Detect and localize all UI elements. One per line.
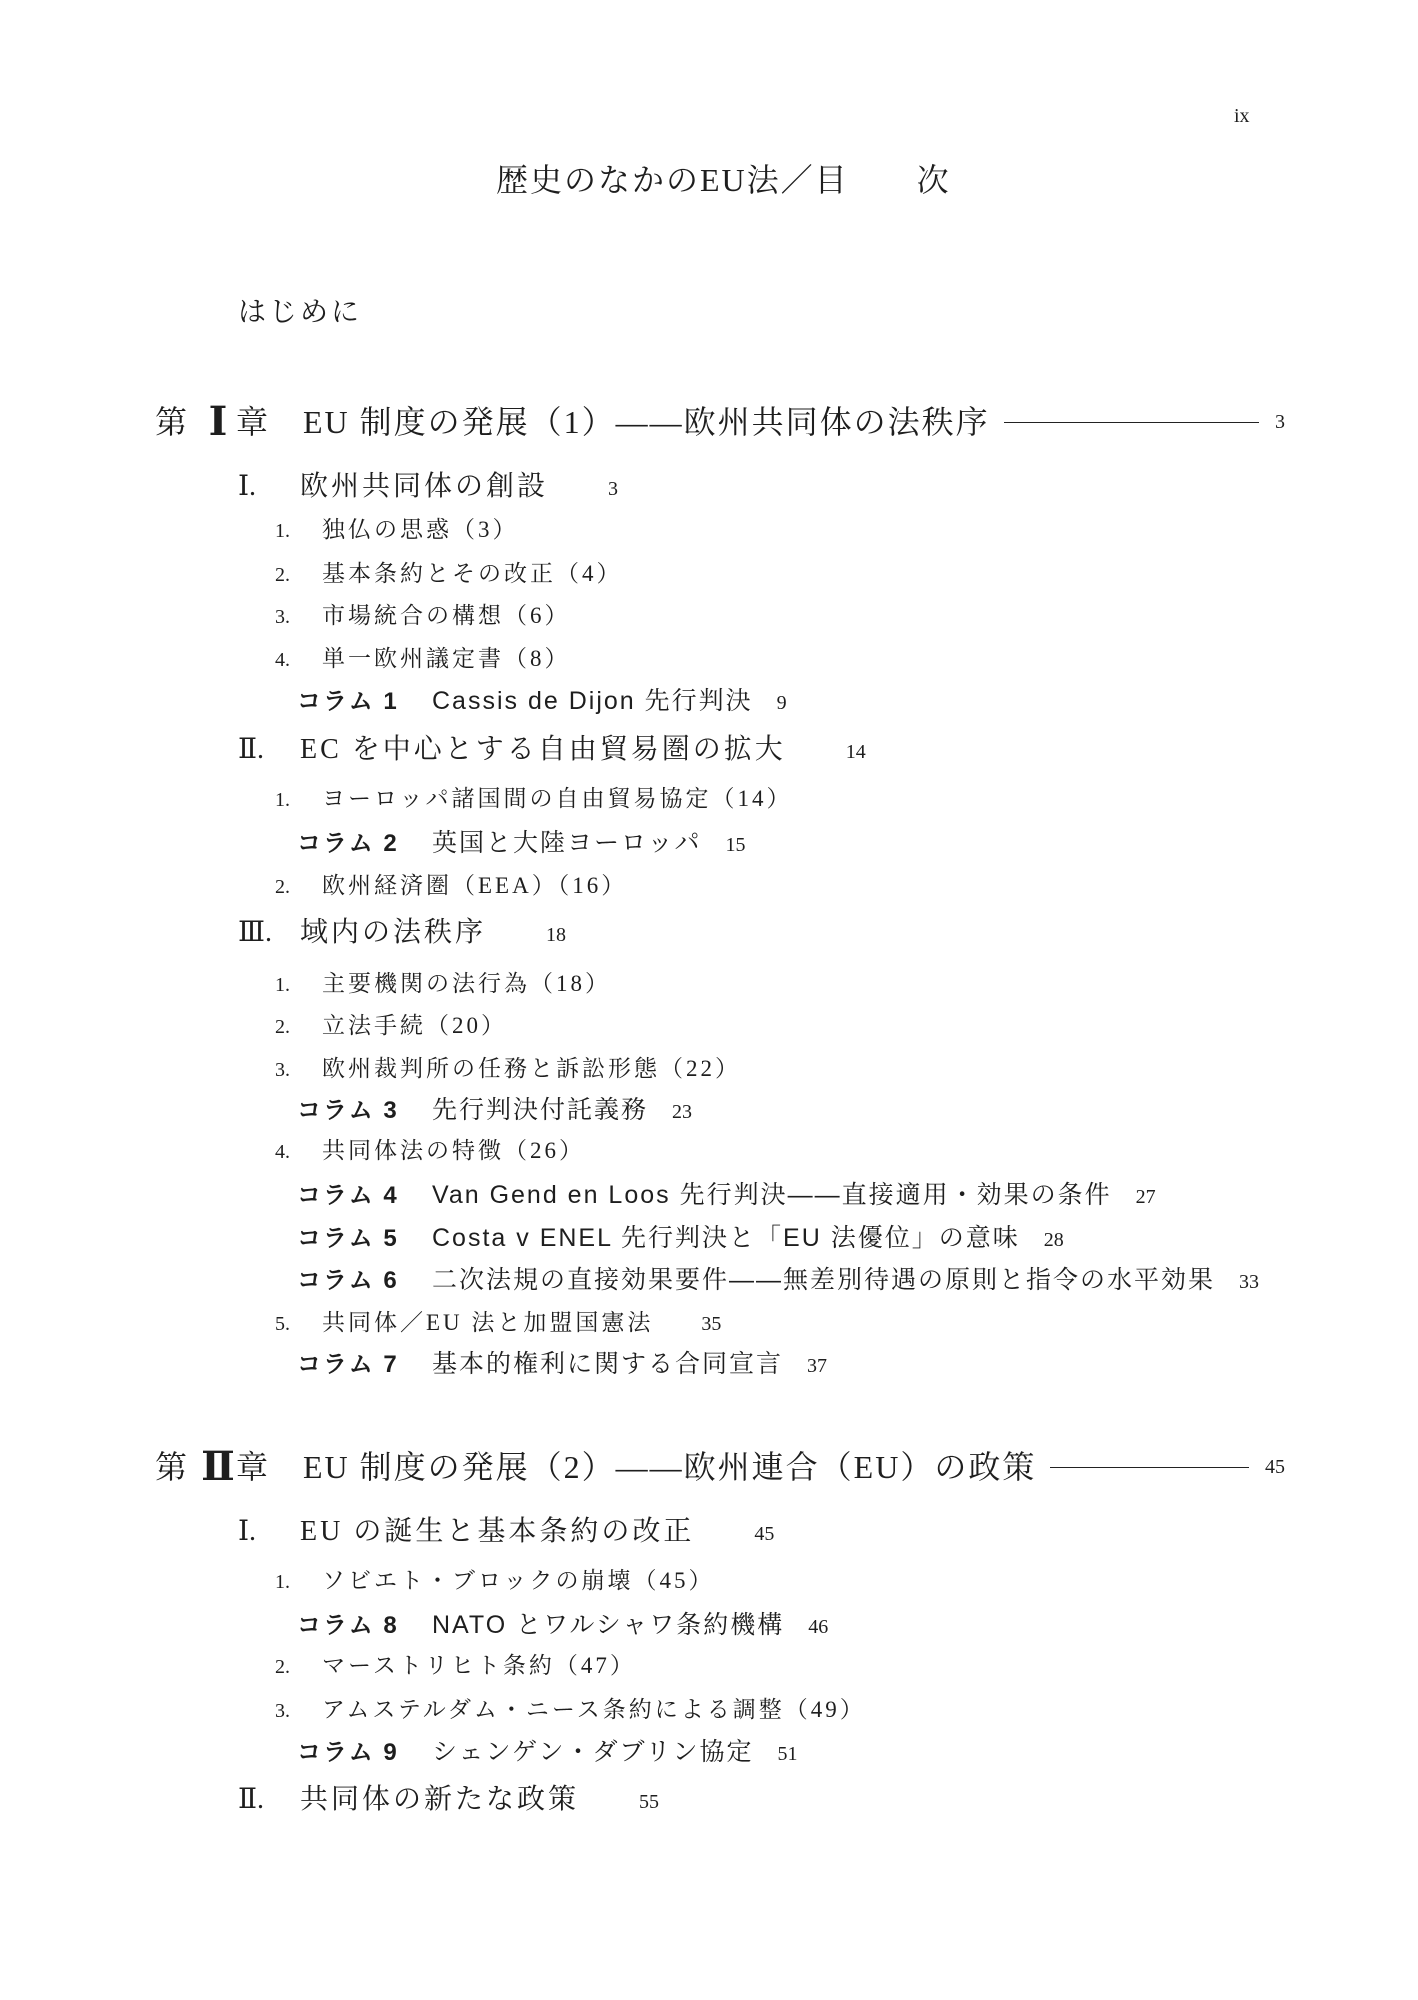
chapter-heading (155, 400, 1285, 444)
toc-item (275, 1134, 585, 1168)
section-title: EU の誕生と基本条約の改正 (300, 1516, 695, 1547)
item-text: 主要機関の法行為（18） (322, 971, 611, 996)
item-text: ソビエト・ブロックの崩壊（45） (322, 1568, 715, 1593)
item-number: 3. (275, 606, 290, 628)
item-text: 市場統合の構想（6） (322, 603, 571, 628)
item-text: 立法手続（20） (322, 1013, 507, 1038)
chapter-title: EU 制度の発展（2）——欧州連合（EU）の政策 (303, 1449, 1037, 1485)
column-text: 基本的権利に関する合同宣言 (432, 1350, 784, 1378)
chapter-heading (155, 1445, 1285, 1489)
toc-item (275, 1649, 636, 1683)
item-number: 5. (275, 1313, 290, 1335)
column-page: 46 (808, 1616, 829, 1638)
column-entry (297, 1735, 798, 1769)
column-page: 37 (807, 1355, 828, 1377)
item-text: 独仏の思惑（3） (322, 517, 519, 542)
chapter-suffix: 章 (236, 404, 269, 440)
toc-item (275, 1564, 715, 1598)
column-page: 27 (1135, 1186, 1156, 1208)
item-text: 共同体法の特徴（26） (322, 1138, 585, 1163)
section-heading (238, 1512, 774, 1552)
item-number: 1. (275, 974, 290, 996)
item-number: 2. (275, 564, 290, 586)
section-title: 域内の法秩序 (300, 917, 487, 948)
chapter-prefix: 第 (155, 404, 188, 440)
section-numeral: Ⅱ. (238, 1784, 265, 1815)
column-label: コラム 4 (297, 1182, 399, 1209)
column-entry (297, 684, 787, 718)
chapter-page: 3 (1275, 411, 1285, 433)
toc-item (275, 599, 571, 633)
column-text: Cassis de Dijon 先行判決 (432, 687, 753, 715)
column-label: コラム 7 (297, 1351, 399, 1378)
item-text: 共同体／EU 法と加盟国憲法 (322, 1310, 654, 1335)
column-label: コラム 3 (297, 1097, 399, 1124)
toc-item (275, 869, 627, 903)
item-number: 3. (275, 1700, 290, 1722)
column-label: コラム 1 (297, 688, 399, 715)
column-entry (297, 1608, 828, 1642)
item-number: 2. (275, 1656, 290, 1678)
item-page: 35 (701, 1313, 722, 1335)
toc-item (275, 513, 519, 547)
toc-item (275, 782, 793, 816)
column-label: コラム 2 (297, 830, 399, 857)
toc-item (275, 1693, 866, 1727)
item-text: ヨーロッパ諸国間の自由貿易協定（14） (322, 786, 793, 811)
section-page: 45 (754, 1523, 775, 1545)
item-text: アムステルダム・ニース条約による調整（49） (322, 1697, 866, 1722)
item-number: 2. (275, 1016, 290, 1038)
toc-item (275, 1306, 721, 1340)
leader-line (1050, 1467, 1249, 1468)
item-number: 1. (275, 520, 290, 542)
item-text: 単一欧州議定書（8） (322, 646, 571, 671)
column-text: NATO とワルシャワ条約機構 (432, 1611, 785, 1639)
section-heading (238, 467, 618, 507)
column-entry (297, 1093, 692, 1127)
column-label: コラム 5 (297, 1225, 399, 1252)
column-page: 28 (1043, 1229, 1064, 1251)
section-page: 3 (608, 478, 619, 500)
item-number: 4. (275, 649, 290, 671)
toc-item (275, 557, 623, 591)
column-entry (297, 1347, 827, 1381)
section-heading (238, 1780, 659, 1820)
column-label: コラム 9 (297, 1739, 399, 1766)
section-page: 14 (845, 741, 866, 763)
column-text: 先行判決付託義務 (432, 1096, 649, 1124)
column-entry (297, 1178, 1156, 1212)
section-page: 18 (546, 924, 567, 946)
chapter-prefix: 第 (155, 1449, 188, 1485)
column-entry (297, 826, 746, 860)
chapter-suffix: 章 (236, 1449, 269, 1485)
column-entry (297, 1221, 1064, 1255)
chapter-page: 45 (1265, 1456, 1285, 1478)
item-number: 3. (275, 1059, 290, 1081)
section-heading (238, 913, 566, 953)
toc-title: 歴史のなかのEU法／目 次 (496, 162, 951, 198)
toc-item (275, 967, 611, 1001)
section-numeral: Ⅰ. (238, 1516, 257, 1547)
chapter-numeral: Ⅱ (201, 1443, 235, 1490)
column-entry (297, 1263, 1259, 1297)
section-page: 55 (639, 1791, 660, 1813)
column-text: 二次法規の直接効果要件——無差別待遇の原則と指令の水平効果 (432, 1266, 1216, 1294)
item-text: 欧州裁判所の任務と訴訟形態（22） (322, 1056, 741, 1081)
column-page: 23 (672, 1101, 693, 1123)
item-text: マーストリヒト条約（47） (322, 1653, 636, 1678)
item-text: 基本条約とその改正（4） (322, 561, 623, 586)
section-numeral: Ⅱ. (238, 734, 265, 765)
item-number: 1. (275, 789, 290, 811)
toc-item (275, 1009, 507, 1043)
item-text: 欧州経済圏（EEA）（16） (322, 873, 628, 898)
item-number: 1. (275, 1571, 290, 1593)
toc-item (275, 642, 571, 676)
item-number: 4. (275, 1141, 290, 1163)
chapter-title: EU 制度の発展（1）——欧州共同体の法秩序 (303, 404, 990, 440)
column-page: 15 (725, 834, 746, 856)
section-title: 欧州共同体の創設 (300, 471, 549, 502)
column-page: 51 (777, 1743, 798, 1765)
column-text: Costa v ENEL 先行判決と「EU 法優位」の意味 (432, 1224, 1020, 1252)
column-page: 9 (776, 692, 787, 714)
section-title: 共同体の新たな政策 (300, 1784, 580, 1815)
section-numeral: Ⅲ. (238, 917, 273, 948)
leader-line (1004, 422, 1259, 423)
column-text: 英国と大陸ヨーロッパ (432, 829, 702, 857)
section-numeral: Ⅰ. (238, 471, 257, 502)
page-number: ix (1234, 105, 1250, 127)
item-number: 2. (275, 876, 290, 898)
column-page: 33 (1239, 1271, 1260, 1293)
intro-entry: はじめに (238, 297, 363, 328)
column-text: Van Gend en Loos 先行判決——直接適用・効果の条件 (432, 1181, 1112, 1209)
toc-item (275, 1052, 741, 1086)
section-title: EC を中心とする自由貿易圏の拡大 (300, 734, 786, 765)
column-label: コラム 6 (297, 1267, 399, 1294)
chapter-numeral: Ⅰ (208, 398, 228, 445)
section-heading (238, 730, 866, 770)
column-label: コラム 8 (297, 1612, 399, 1639)
column-text: シェンゲン・ダブリン協定 (432, 1738, 754, 1766)
